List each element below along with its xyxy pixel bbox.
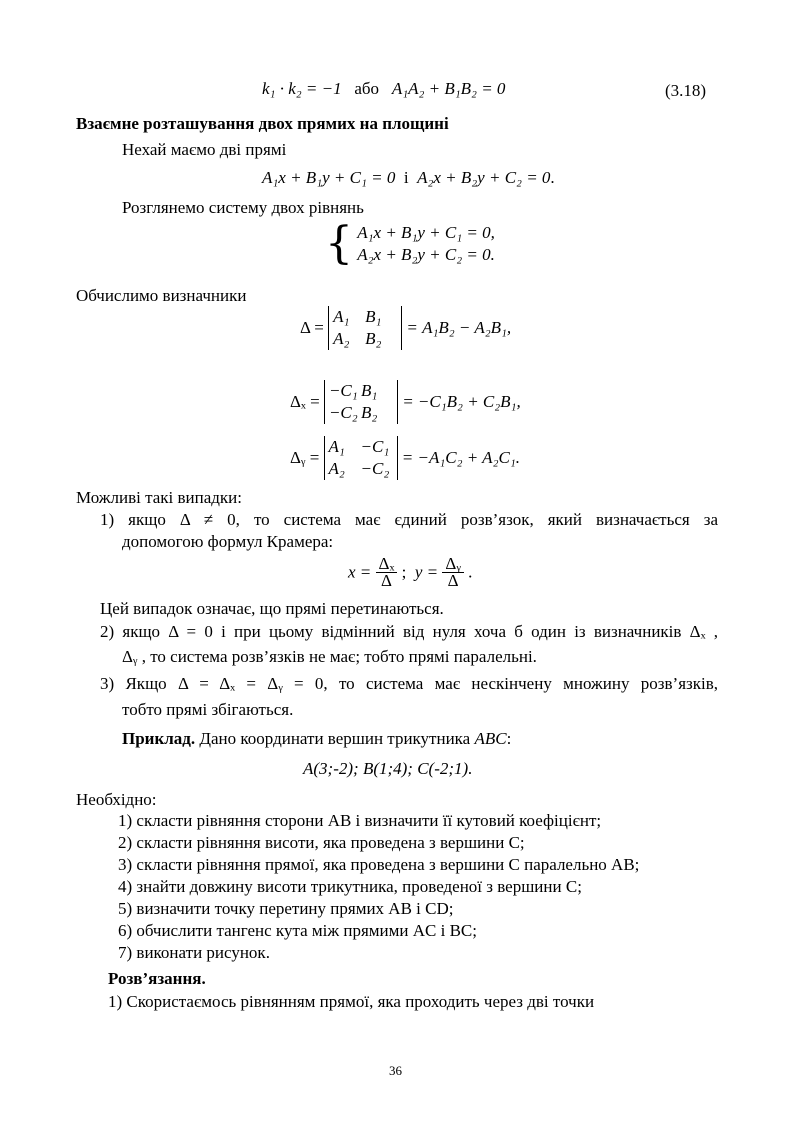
cramer-x-den: Δ [381,571,392,590]
det-cell: −C₂ [360,459,390,478]
det-cell: B₂ [365,329,382,348]
det-cell: A₂ [328,459,345,478]
equation-number: (3.18) [665,81,707,100]
task-item: 6) обчислити тангенс кута між прямими AC і BC; [118,921,477,940]
determinant-y [290,436,520,480]
det-cell: A₁ [328,437,345,456]
paragraph-system: Розглянемо систему двох рівнянь [122,198,364,217]
detx-rhs: = −C₁B₂ + C₂B₁, [402,392,521,411]
det-cell: −C₁ [360,437,390,456]
formula-a1a2: A₁A₂ + B₁B₂ = 0 [391,79,506,98]
cramer-x: x = [348,562,372,582]
cramer-y-den: Δ [447,571,459,590]
vertices-coordinates: A(3;-2); B(1;4); C(-2;1). [303,759,473,778]
det-cell: −C₂ [328,403,358,422]
equation-3-18 [262,78,505,100]
det-cell: A₁ [333,307,350,326]
cramer-sep: ; [401,562,407,582]
dety-rhs: = −A₁C₂ + A₂C₁. [401,448,520,467]
detx-matrix [324,380,398,424]
det-cell: A₂ [333,329,350,348]
task-item: 5) визначити точку перетину прямих AB і CD; [118,899,454,918]
paragraph-determinants: Обчислимо визначники [76,286,247,305]
det-cell: B₂ [360,403,378,422]
det-rhs: = A₁B₂ − A₂B₁, [406,318,512,337]
example-line [122,728,511,750]
required-label: Необхідно: [76,790,157,809]
formula-k1k2: k₁ · k₂ = −1 [262,79,342,98]
line1-equation: A₁x + B₁y + C₁ = 0 [262,168,396,187]
paragraph-cases: Можливі такі випадки: [76,488,243,507]
equation-system [325,218,495,269]
solution-step-1: 1) Скористаємось рівнянням прямої, яка проходить через дві точки [108,992,595,1011]
example-abc: ABC [474,729,507,748]
system-row-1: A₁x + B₁y + C₁ = 0, [357,223,495,242]
task-item: 4) знайти довжину висоти трикутника, проведеної з вершини C; [118,877,582,896]
page-number: 36 [389,1063,402,1078]
case-1-line-b: допомогою формул Крамера: [122,532,334,551]
cramer-y-num: Δᵧ [442,556,463,573]
det-lhs: Δ = [300,318,324,337]
cramer-x-num: Δₓ [376,556,398,573]
example-text: Дано координати вершин трикутника [199,729,475,748]
det-cell: B₁ [365,307,382,326]
det-cell: B₁ [360,381,378,400]
case-2-line-b: Δᵧ , то система розв’язків не має; тобто прямі паралельні. [122,647,537,666]
case-1-note: Цей випадок означає, що прямі перетинаються. [100,599,444,618]
section-heading: Взаємне розташування двох прямих на площині [76,114,449,133]
system-row-2: A₂x + B₂y + C₂ = 0. [357,245,495,264]
cramer-x-fraction [376,556,398,589]
dety-lhs: Δᵧ = [290,448,320,467]
cramer-y-fraction [442,556,463,589]
determinant-x [290,380,521,424]
determinant-main [300,306,511,350]
cramer-end: . [468,562,473,582]
example-colon: : [506,729,512,748]
cramer-y: y = [414,562,439,582]
det-cell: −C₁ [328,381,358,400]
example-label: Приклад. [122,729,196,748]
lines-equations: A₁x + B₁y + C₁ = 0 і A₂x + B₂y + C₂ = 0. [262,168,555,187]
task-item: 2) скласти рівняння висоти, яка проведена з вершини C; [118,833,525,852]
case-3-line-a: 3) Якщо Δ = Δₓ = Δᵧ = 0, то система має нескінчену множину розв’язків, [100,674,718,693]
task-item: 3) скласти рівняння прямої, яка проведена з вершини C паралельно AB; [118,855,640,874]
task-item: 7) виконати рисунок. [118,943,270,962]
task-item: 1) скласти рівняння сторони AB і визначити її кутовий коефіцієнт; [118,811,602,830]
dety-matrix [324,436,398,480]
det-matrix [328,306,402,350]
line2-equation: A₂x + B₂y + C₂ = 0 [417,168,551,187]
system-brace: { [325,218,353,269]
case-3-line-b: тобто прямі збігаються. [122,700,294,719]
word-or: або [354,79,380,98]
detx-lhs: Δₓ = [290,392,320,411]
case-2-line-a: 2) якщо Δ = 0 і при цьому відмінний від нуля хоча б один із визначників Δₓ , [100,622,718,641]
case-1-line-a: 1) якщо Δ ≠ 0, то система має єдиний розв’язок, який визначається за [100,510,718,529]
cramer-formulas [348,556,472,589]
paragraph-two-lines: Нехай маємо дві прямі [122,140,287,159]
word-and: і [403,168,409,187]
solution-heading: Розв’язання. [108,969,206,988]
